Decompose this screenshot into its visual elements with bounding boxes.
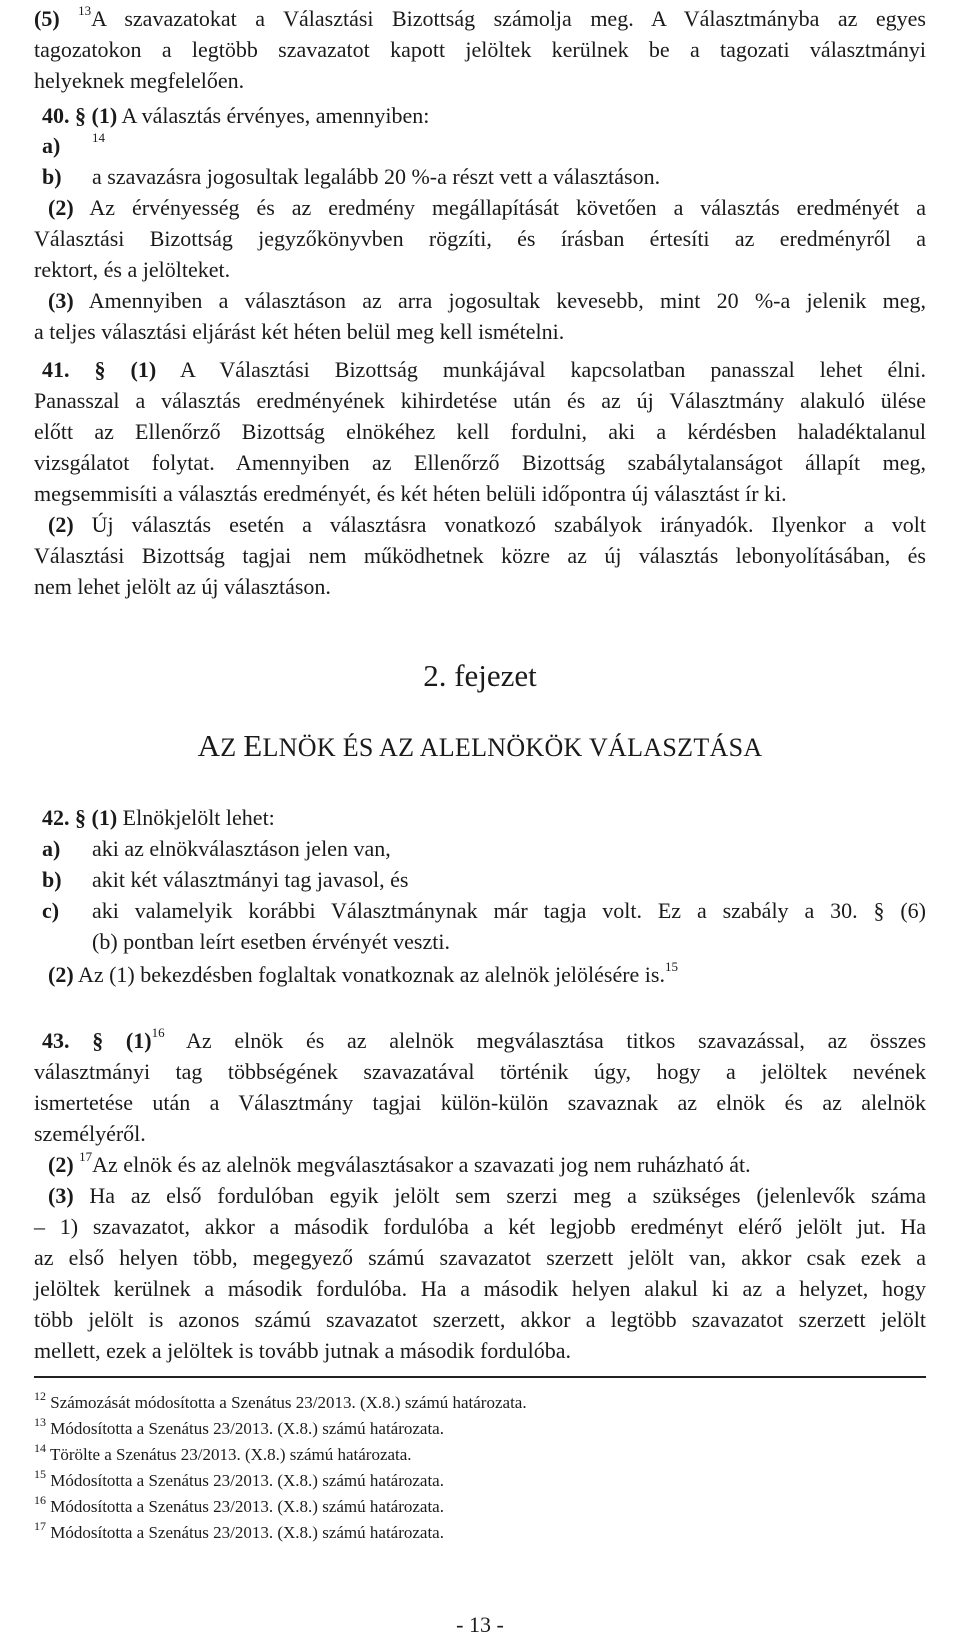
item-label: b) [42,164,62,189]
chapter-number: 2. fejezet [423,658,537,693]
body-text: aki az elnökválasztáson jelen van, [92,836,391,861]
footnote-divider [34,1376,926,1378]
section-43-2 [34,1150,926,1180]
section-41-line-2: Panasszal a választás eredményének kihirdetése után és az új Választmány alakuló ülése [34,388,926,413]
body-text: akit két választmányi tag javasol, és [92,867,409,892]
section-40-item-b [42,162,884,192]
section-40-heading [42,101,934,131]
item-label: b) [42,867,62,892]
paragraph-5-line-1 [34,4,926,34]
section-41-line-4: vizsgálatot folytat. Amennyiben az Ellenőrző Bizottság szabálytalanságot állapít meg, [34,450,926,475]
footnote-ref[interactable]: 17 [79,1149,93,1164]
section-paragraph: § (1) [92,1028,152,1053]
body-text: Az elnök és az alelnök megválasztásakor a szavazati jog nem ruházható át. [92,1152,751,1177]
body-text: Új választás esetén a választásra vonatkozó szabályok irányadók. Ilyenkor a volt [91,512,927,537]
section-42-item-b [42,865,934,895]
section-43-3-line-1 [34,1181,926,1211]
footnote-ref[interactable]: 14 [92,130,105,145]
paragraph-5-line-3: helyeknek megfelelően. [34,68,245,93]
section-paragraph: § (1) [94,357,157,382]
paragraph-number: (5) [34,6,60,31]
section-42-item-c-line-2: (b) pontban leírt esetben érvényét veszti. [92,929,450,954]
page-number: - 13 - [456,1612,504,1637]
footnote-ref[interactable]: 15 [664,959,678,974]
item-label: c) [42,898,60,923]
section-43-line-2: választmányi tag többségének szavazatával történik úgy, hogy a jelöltek nevének [34,1059,926,1084]
section-number: 40. [42,103,70,128]
footnote-14: $^{14}$ Törölte a Szenátus 23/2013. (X.8.) számú határozata. [34,1441,412,1464]
chapter-title: AZ ELNÖK ÉS AZ ALELNÖKÖK VÁLASZTÁSA [197,728,763,763]
paragraph-number: (2) [48,512,74,537]
section-41-line-1 [42,355,926,385]
section-42-item-a [42,834,934,864]
body-text: Az elnök és az alelnök megválasztása titkos szavazással, az összes [186,1028,927,1053]
section-41-2-line-2: Választási Bizottság tagjai nem működhetnek közre az új választás lebonyolításában, és [34,543,926,568]
paragraph-number: (3) [48,288,74,313]
section-paragraph: § (1) [75,103,118,128]
body-text: A választás érvényes, amennyiben: [121,103,430,128]
footnote-15: $^{15}$ Módosította a Szenátus 23/2013. (X.8.) számú határozata. [34,1467,444,1490]
section-40-3-line-2: a teljes választási eljárást két héten belül meg kell ismételni. [34,319,565,344]
section-40-2-line-1 [34,193,926,223]
section-43-3-line-4: jelöltek kerülnek a második fordulóba. Ha a második helyen alakul ki az a helyzet, hogy [34,1276,926,1301]
section-41-line-3: előtt az Ellenőrző Bizottság elnökéhez kell fordulni, aki a kérdésben haladéktalanul [34,419,926,444]
section-42-2 [34,960,926,990]
section-43-3-line-3: az első helyen több, megegyező számú szavazatot szerzett jelölt van, akkor csak ezek a [34,1245,926,1270]
section-paragraph: § (1) [75,805,118,830]
section-41-2-line-1 [34,510,926,540]
section-43-3-line-6: mellett, ezek a jelöltek is tovább jutnak a második fordulóba. [34,1338,572,1363]
item-label: a) [42,836,61,861]
section-40-2-line-3: rektort, és a jelölteket. [34,257,231,282]
section-43-line-4: személyéről. [34,1121,146,1146]
footnote-ref[interactable]: 13 [78,3,92,18]
section-40-item-a [42,131,884,161]
body-text: Ha az első fordulóban egyik jelölt sem szerzi meg a szükséges (jelenlevők száma [89,1183,926,1208]
section-42-item-c [42,896,926,926]
footnote-13: $^{13}$ Módosította a Szenátus 23/2013. (X.8.) számú határozata. [34,1415,444,1438]
body-text: Amennyiben a választáson az arra jogosultak kevesebb, mint 20 %-a jelenik meg, [88,288,926,313]
paragraph-number: (2) [48,962,74,987]
section-41-line-5: megsemmisíti a választás eredményét, és két héten belüli időpontra új választást ír ki. [34,481,787,506]
paragraph-5-line-2: tagozatokon a legtöbb szavazatot kapott jelöltek kerülnek be a tagozati választmányi [34,37,926,62]
item-label: a) [42,133,61,158]
body-text: aki valamelyik korábbi Választmánynak már tagja volt. Ez a szabály a 30. § (6) [92,898,926,923]
section-40-3-line-1 [34,286,926,316]
paragraph-number: (3) [48,1183,74,1208]
paragraph-number: (2) [48,195,74,220]
section-number: 41. [42,357,70,382]
body-text: Elnökjelölt lehet: [122,805,275,830]
section-number: 42. [42,805,70,830]
section-43-line-3: ismertetése után a Választmány tagjai külön-külön szavaznak az elnök és az alelnök [34,1090,926,1115]
paragraph-number: (2) [48,1152,74,1177]
footnote-17: $^{17}$ Módosította a Szenátus 23/2013. (X.8.) számú határozata. [34,1519,444,1542]
section-number: 43. [42,1028,70,1053]
footnote-12: $^{12}$ Számozását módosította a Szenátus 23/2013. (X.8.) számú határozata. [34,1389,527,1412]
section-41-2-line-3: nem lehet jelölt az új választáson. [34,574,331,599]
body-text: Az érvényesség és az eredmény megállapítását követően a választás eredményét a [89,195,926,220]
section-40-2-line-2: Választási Bizottság jegyzőkönyvben rögzíti, és írásban értesíti az eredményről a [34,226,926,251]
body-text: a szavazásra jogosultak legalább 20 %-a részt vett a választáson. [92,164,661,189]
body-text: A Választási Bizottság munkájával kapcsolatban panasszal lehet élni. [180,357,927,382]
footnote-16: $^{16}$ Módosította a Szenátus 23/2013. (X.8.) számú határozata. [34,1493,444,1516]
body-text: A szavazatokat a Választási Bizottság számolja meg. A Választmányba az egyes [91,6,926,31]
footnote-ref[interactable]: 16 [151,1025,165,1040]
section-42-heading [42,803,934,833]
body-text: Az (1) bekezdésben foglaltak vonatkoznak az alelnök jelölésére is. [77,962,665,987]
section-43-3-line-5: több jelölt is azonos számú szavazatot szerzett, akkor a legtöbb szavazatot szerzett jelölt [34,1307,926,1332]
section-43-line-1 [42,1026,926,1056]
section-43-3-line-2: – 1) szavazatot, akkor a második fordulóba a két legjobb eredményt elérő jelölt jut. Ha [34,1214,926,1239]
